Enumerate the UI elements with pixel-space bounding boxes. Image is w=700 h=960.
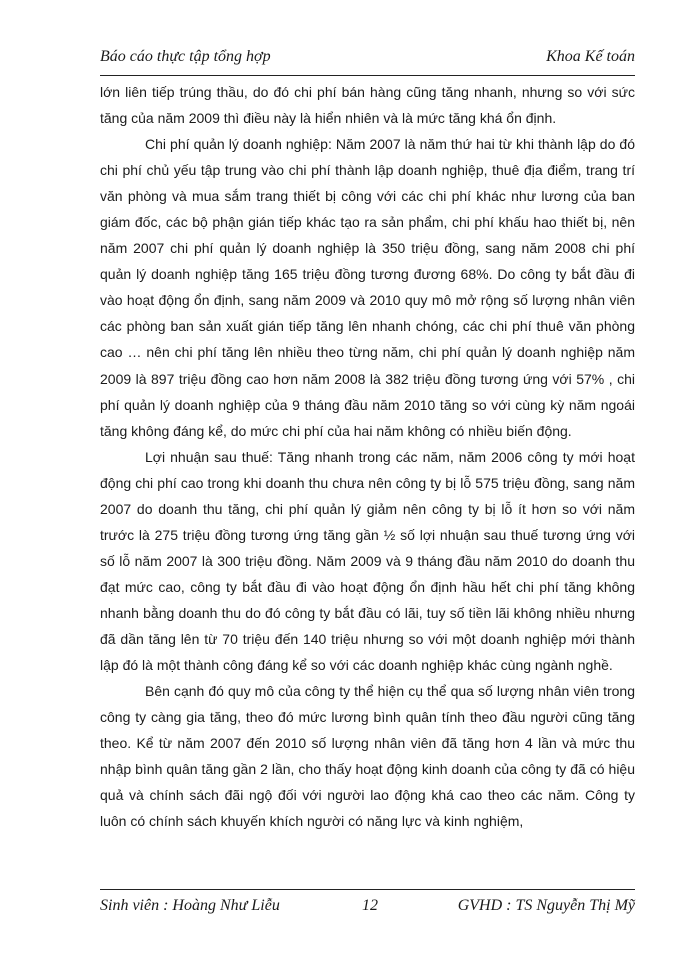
footer-rule	[100, 889, 635, 890]
paragraph-net-profit: Lợi nhuận sau thuế: Tăng nhanh trong các năm, năm 2006 công ty mới hoạt động chi phí cao trong khi doanh thu chưa nên công ty bị lỗ 575 triệu đồng, sang năm 2007 do doanh thu tăng, chi phí quản lý giảm nên công ty bị lỗ ít hơn so với năm trước là 275 triệu đồng tương ứng tăng gần ½ số lợi nhuận sau thuế tương ứng với số lỗ năm 2007 là 300 triệu đồng. Năm 2009 và 9 tháng đầu năm 2010 do doanh thu đạt mức cao, công ty bắt đầu đi vào hoạt động ổn định hầu hết chi phí tăng không nhanh bằng doanh thu do đó công ty bắt đầu có lãi, tuy số tiền lãi không nhiều nhưng đã dần tăng lên từ 70 triệu đến 140 triệu nhưng so với một doanh nghiệp mới thành lập đó là một thành công đáng kể so với các doanh nghiệp khác cùng ngành nghề.	[100, 448, 635, 674]
document-body	[100, 79, 635, 834]
footer-student: Sinh viên : Hoàng Như Liễu	[100, 897, 280, 914]
page-footer	[100, 897, 635, 919]
header-rule	[100, 75, 635, 76]
footer-advisor: GVHD : TS Nguyễn Thị Mỹ	[457, 897, 635, 914]
paragraph-company-scale: Bên cạnh đó quy mô của công ty thể hiện cụ thể qua số lượng nhân viên trong công ty càng gia tăng, theo đó mức lương bình quân tính theo đầu người cũng tăng theo. Kể từ năm 2007 đến 2010 số lượng nhân viên đã tăng hơn 4 lần và mức thu nhập bình quân tăng gần 2 lần, cho thấy hoạt động kinh doanh của công ty đã có hiệu quả và chính sách đãi ngộ đối với người lao động khá cao theo các năm. Công ty luôn có chính sách khuyến khích người có năng lực và kinh nghiệm,	[100, 683, 635, 830]
header-department: Khoa Kế toán	[546, 48, 635, 65]
paragraph-continuation: lớn liên tiếp trúng thầu, do đó chi phí bán hàng cũng tăng nhanh, nhưng so với sức tăng của năm 2009 thì điều này là hiển nhiên và là mức tăng khá ổn định.	[100, 84, 635, 127]
header-report-title: Báo cáo thực tập tổng hợp	[100, 48, 271, 65]
page-header	[100, 48, 635, 70]
paragraph-management-costs: Chi phí quản lý doanh nghiệp: Năm 2007 là năm thứ hai từ khi thành lập do đó chi phí chủ yếu tập trung vào chi phí thành lập doanh nghiệp, thuê địa điểm, trang trí văn phòng và mua sắm trang thiết bị công với các chi phí khác như lương của ban giám đốc, các bộ phận gián tiếp khác tạo ra sản phẩm, chi phí khấu hao thiết bị, nên năm 2007 chi phí quản lý doanh nghiệp là 350 triệu đồng, sang năm 2008 chi phí quản lý doanh nghiệp tăng 165 triệu đồng tương đương 68%. Do công ty bắt đầu đi vào hoạt động ổn định, sang năm 2009 và 2010 quy mô mở rộng số lượng nhân viên các phòng ban sản xuất gián tiếp tăng lên nhanh chóng, các chi phí thuê văn phòng cao … nên chi phí tăng lên nhiều theo từng năm, chi phí quản lý doanh nghiệp năm 2009 là 897 triệu đồng cao hơn năm 2008 là 382 triệu đồng tương ứng với 57% , chi phí quản lý doanh nghiệp của 9 tháng đầu năm 2010 tăng so với cùng kỳ năm ngoái tăng không đáng kể, do mức chi phí của hai năm không có nhiều biến động.	[100, 136, 635, 439]
page-number: 12	[362, 897, 378, 914]
